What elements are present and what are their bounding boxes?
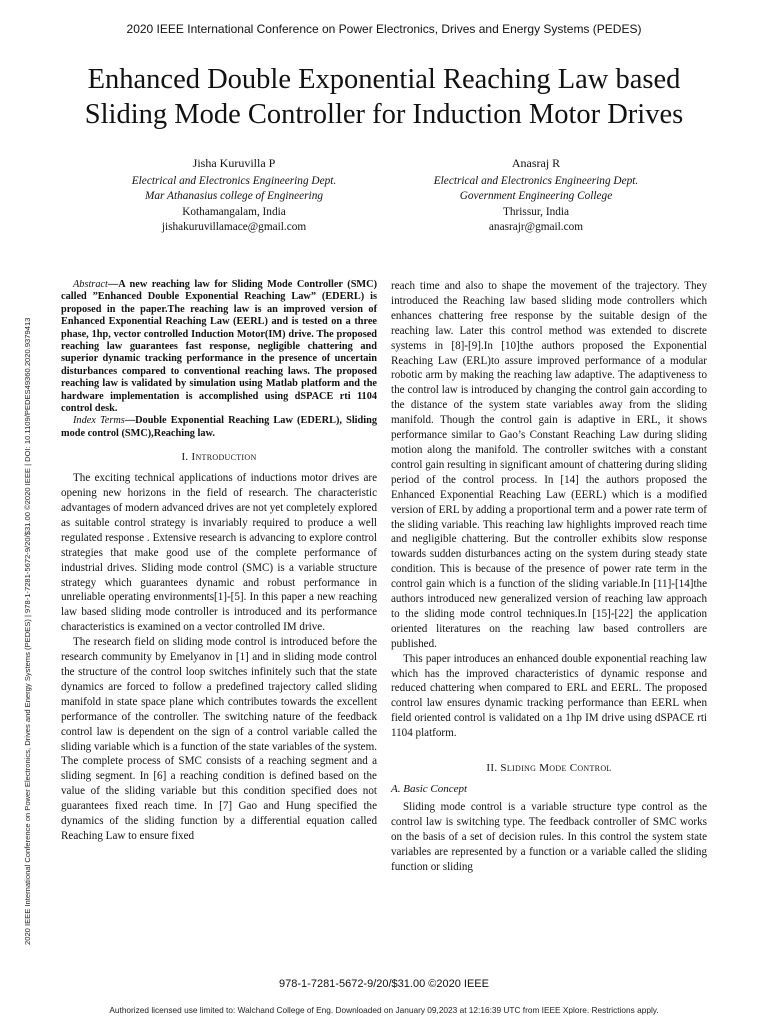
index-terms-label: Index Terms [73, 415, 125, 427]
left-column [61, 279, 377, 844]
body-paragraph-contribution: This paper introduces an enhanced double exponential reaching law which has the improved characteristics of dynamic response and reduced chattering when compared to ERL and EERL. The proposed control law ensures dynamic tracking performance than EERL when field oriented control is validated on a 1hp IM drive using dSPACE rti 1104 platform. [391, 652, 707, 740]
author-city: Thrissur, India [502, 205, 570, 218]
author-dept: Electrical and Electronics Engineering Dept. [131, 174, 337, 187]
title-line-1: Enhanced Double Exponential Reaching Law based [87, 64, 681, 95]
section-heading-introduction: I. Introduction [181, 451, 257, 464]
author-block-1 [84, 156, 384, 236]
index-terms-text: —Double Exponential Reaching Law (EDERL), Sliding mode control (SMC),Reaching law. [61, 415, 378, 439]
body-paragraph-continued: reach time and also to shape the movement of the trajectory. They introduced the Reaching law based sliding mode controllers which enhances chattering free response by the suitable design of the reaching law. Later this control method was extended to discrete systems in [8]-[9].In [10]the authors proposed the Exponential Reaching Law (ERL)to assure improved performance of a modular robotic arm by making the reaching law adaptive. The adaptiveness to the control law is introduced by changing the control gain according to the distance of the system state variables away from the sliding manifold. Though the control gain is adaptive in ERL, it shows performance similar to Gao’s Constant Reaching Law during sliding motion along the manifold. The controller switches with a constant control gain resulting in significant amount of chattering during sliding period of the control process. In [14] the authors proposed the Enhanced Exponential Reaching Law (EERL) which is a modified version of ERL by adding a proportional term and a power rate term of the sliding variable. This reaching law highlights improved reach time and negligible chattering. But the controller exhibits slow response towards sudden disturbances acting on the system during steady state condition. This is because of the presence of power rate term in the control gain which is a function of the sliding variable.In [11]-[14]the authors introduced new generalized version of reaching law approach to the sliding mode control techniques.In [15]-[22] the application oriented literatures on the reaching law based controllers are published. [391, 280, 707, 650]
author-email: jishakuruvillamace@gmail.com [161, 221, 307, 234]
subsection-heading-basic-concept: A. Basic Concept [391, 783, 468, 795]
author-name: Anasraj R [511, 156, 561, 170]
abstract-label: Abstract [73, 279, 108, 290]
conference-header: 2020 IEEE International Conference on Power Electronics, Drives and Energy Systems (PEDES) [126, 22, 642, 36]
body-paragraph-basic-concept: Sliding mode control is a variable structure type control as the control law is switching type. The feedback controller of SMC works on the basis of a set of decision rules. In this control the system state variables are represented by a function or a variable called the sliding function or sliding [391, 800, 707, 873]
intro-paragraph-2: The research field on sliding mode control is introduced before the research community by Emelyanov in [1] and in sliding mode control the structure of the control loop switches infinitely such that the state dynamics are forced to follow a predefined trajectory called sliding manifold in state space plane which contributes towards the excellent performance of the controller. The switching nature of the feedback control law is dependent on the sign of a control variable called the sliding variable which is a function of the state variables of the system. The complete process of SMC consists of a reaching segment and a sliding segment. In [6] a reaching condition is defined based on the value of the sliding variable but this condition specified does not guarantees fixed reach time. In [7] Gao and Hung specified the dynamics of the sliding function by a differential equation called Reaching Law to ensure fixed [61, 636, 377, 842]
abstract-text: —A new reaching law for Sliding Mode Controller (SMC) called ”Enhanced Double Exponential Reaching Law” (EDERL) is proposed in the paper.The reaching law is an improved version of Enhanced Exponential Reaching Law (EERL) and is tested on a three phase, 1hp, vector controlled Induction Motor(IM) drive. The proposed reaching law guarantees fast response, negligible chattering and superior dynamic tracking performance in the presence of uncertain disturbances compared to conventional reaching laws. The proposed reaching law is validated by simulation using Matlab platform and the hardware implementation is accomplished using dSPACE rti 1104 control desk. [61, 279, 377, 415]
author-dept: Electrical and Electronics Engineering Dept. [433, 174, 639, 187]
author-college: Mar Athanasius college of Engineering [144, 190, 323, 203]
author-email: anasrajr@gmail.com [488, 221, 584, 234]
index-terms [61, 415, 377, 440]
right-column [391, 279, 707, 874]
author-block-2 [386, 156, 686, 236]
footer-isbn-copyright: 978-1-7281-5672-9/20/$31.00 ©2020 IEEE [279, 978, 489, 990]
author-college: Government Engineering College [459, 190, 613, 203]
paper-title [30, 62, 738, 132]
author-name: Jisha Kuruvilla P [192, 156, 276, 170]
intro-paragraph-1: The exciting technical applications of inductions motor drives are opening new horizons in the field of research. The characteristic advantages of modern advanced drives are not yet completely explored as suitable control strategy is invariably required to produce a well regulated response . Extensive research is advancing to explore control strategies that make good use of the complete performance of industrial drives. Sliding mode control (SMC) is a variable structure strategy which guarantees dynamic and robust performance in unreliable operating environments[1]-[5]. In this paper a new reaching law based sliding mode controller is introduced and its performance characteristics is examined on a vector controlled IM drive. [61, 472, 377, 634]
side-copyright-note: 2020 IEEE International Conference on Power Electronics, Drives and Energy Systems (PEDES) | 978-1-7281-5672-9/20/$31.00 ©2020 IEEE | DOI: 10.1109/PEDES49360.2020.9379413 [23, 317, 32, 945]
authorized-use-note: Authorized licensed use limited to: Walchand College of Eng. Downloaded on January 09,2023 at 12:16:39 UTC from IEEE Xplore. Restrictions apply. [109, 1005, 659, 1015]
author-city: Kothamangalam, India [182, 205, 286, 218]
title-line-2: Sliding Mode Controller for Induction Motor Drives [84, 99, 684, 130]
section-heading-sliding-mode-control: II. Sliding Mode Control [486, 762, 612, 775]
abstract [61, 279, 377, 415]
